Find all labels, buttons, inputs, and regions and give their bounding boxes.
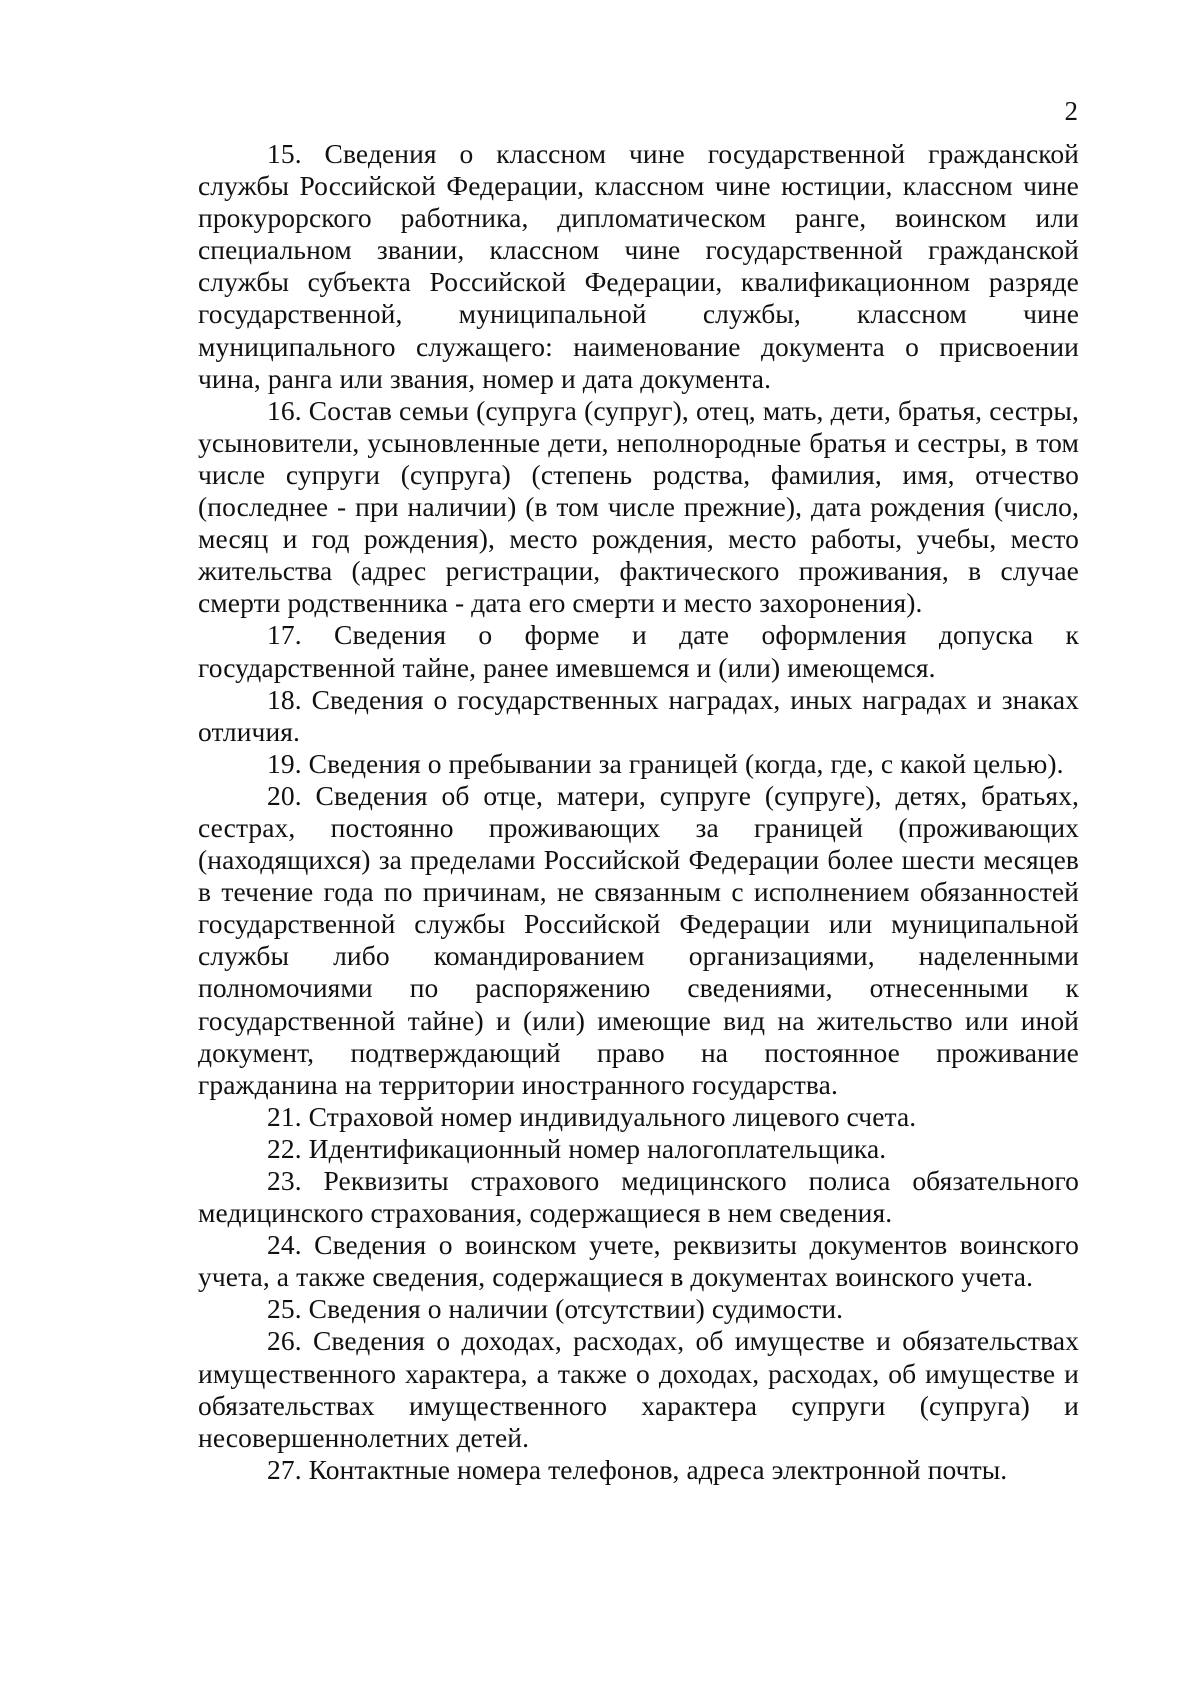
paragraph-24: 24. Сведения о воинском учете, реквизиты документов воинского учета, а также сведения, содержащиеся в документах воинского учета. <box>198 1229 1079 1293</box>
paragraph-21: 21. Страховой номер индивидуального лицевого счета. <box>267 1100 917 1132</box>
document-body <box>198 138 1079 1486</box>
paragraph-15: 15. Сведения о классном чине государственной гражданской службы Российской Федерации, классном чине юстиции, классном чине прокурорского работника, дипломатическом ранге, воинском или специальном звании, классном чине государственной гражданской службы субъекта Российской Федерации, квалификационном разряде государственной, муниципальной службы, классном чине муниципального служащего: наименование документа о присвоении чина, ранга или звания, номер и дата документа. <box>198 138 1079 394</box>
paragraph-18: 18. Сведения о государственных наградах, иных наградах и знаках отличия. <box>198 683 1079 747</box>
paragraph-20: 20. Сведения об отце, матери, супруге (супруге), детях, братьях, сестрах, постоянно проживающих за границей (проживающих (находящихся) за пределами Российской Федерации более шести месяцев в течение года по причинам, не связанным с исполнением обязанностей государственной службы Российской Федерации или муниципальной службы либо командированием организациями, наделенными полномочиями по распоряжению сведениями, отнесенными к государственной тайне) и (или) имеющие вид на жительство или иной документ, подтверждающий право на постоянное проживание гражданина на территории иностранного государства. <box>198 779 1079 1100</box>
paragraph-26: 26. Сведения о доходах, расходах, об имуществе и обязательствах имущественного характера, а также о доходах, расходах, об имуществе и обязательствах имущественного характера супруги (супруга) и несовершеннолетних детей. <box>198 1325 1079 1453</box>
paragraph-19: 19. Сведения о пребывании за границей (когда, где, с какой целью). <box>267 747 1064 779</box>
paragraph-25: 25. Сведения о наличии (отсутствии) судимости. <box>267 1293 844 1325</box>
paragraph-17: 17. Сведения о форме и дате оформления допуска к государственной тайне, ранее имевшемся и (или) имеющемся. <box>198 619 1079 683</box>
page-number: 2 <box>1064 96 1078 126</box>
paragraph-16: 16. Состав семьи (супруга (супруг), отец, мать, дети, братья, сестры, усыновители, усыновленные дети, неполнородные братья и сестры, в том числе супруги (супруга) (степень родства, фамилия, имя, отчество (последнее - при наличии) (в том числе прежние), дата рождения (число, месяц и год рождения), место рождения, место работы, учебы, место жительства (адрес регистрации, фактического проживания, в случае смерти родственника - дата его смерти и место захоронения). <box>198 394 1079 619</box>
paragraph-23: 23. Реквизиты страхового медицинского полиса обязательного медицинского страхования, содержащиеся в нем сведения. <box>198 1165 1079 1229</box>
paragraph-27: 27. Контактные номера телефонов, адреса электронной почты. <box>267 1453 1008 1485</box>
paragraph-22: 22. Идентификационный номер налогоплательщика. <box>267 1132 887 1164</box>
